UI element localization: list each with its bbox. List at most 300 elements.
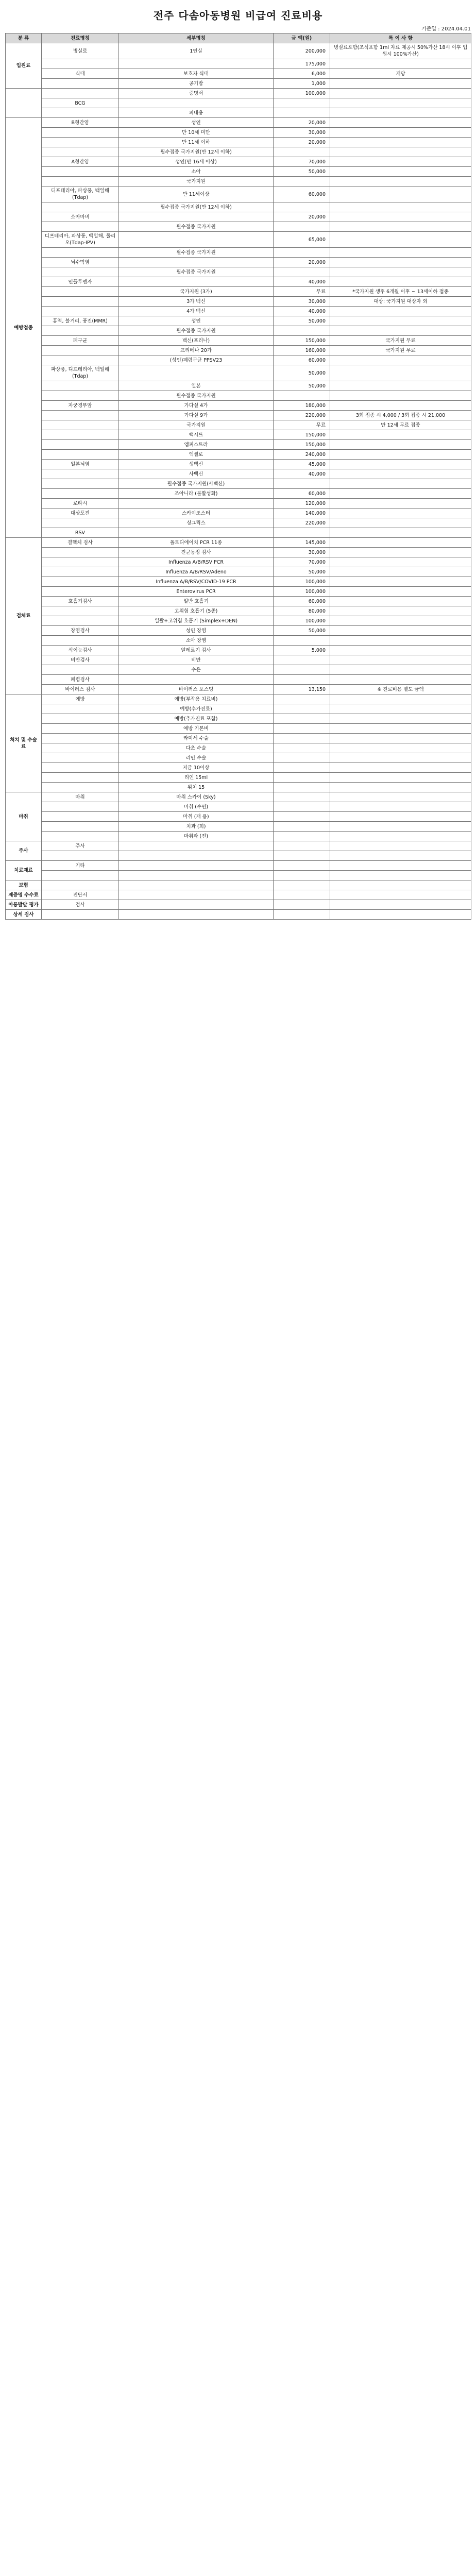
note-cell xyxy=(330,812,471,822)
price-cell: 100,000 xyxy=(274,577,330,587)
table-row xyxy=(6,440,471,450)
detail-cell: 백시트 xyxy=(119,430,274,440)
price-cell: 240,000 xyxy=(274,450,330,460)
detail-cell: 피내용 xyxy=(119,108,274,118)
note-cell xyxy=(330,499,471,509)
note-cell: 만 12세 무료 접종 xyxy=(330,420,471,430)
note-cell xyxy=(330,222,471,232)
item-cell: 식대 xyxy=(42,69,119,79)
table-row xyxy=(6,187,471,202)
detail-cell: 소아 xyxy=(119,167,274,177)
detail-cell: 다초 수술 xyxy=(119,743,274,753)
note-cell xyxy=(330,714,471,724)
detail-cell: 국가지원 xyxy=(119,177,274,187)
price-cell: 150,000 xyxy=(274,336,330,346)
note-cell xyxy=(330,792,471,802)
price-cell xyxy=(274,665,330,675)
note-cell xyxy=(330,773,471,783)
note-cell xyxy=(330,871,471,880)
detail-cell xyxy=(119,528,274,538)
note-cell xyxy=(330,479,471,489)
detail-cell: 국가지원 (3가) xyxy=(119,287,274,297)
note-cell xyxy=(330,381,471,391)
item-cell xyxy=(42,79,119,89)
note-cell xyxy=(330,177,471,187)
item-cell xyxy=(42,489,119,499)
note-cell xyxy=(330,763,471,773)
detail-cell: 필수접종 국가지원 xyxy=(119,222,274,232)
detail-cell: 지금 10이상 xyxy=(119,763,274,773)
table-row xyxy=(6,167,471,177)
price-cell xyxy=(274,267,330,277)
detail-cell: 필수접종 국가지원(만 12세 이하) xyxy=(119,202,274,212)
note-cell xyxy=(330,587,471,597)
table-row xyxy=(6,316,471,326)
table-row xyxy=(6,841,471,851)
note-cell: ※ 진료비용 별도 금액 xyxy=(330,685,471,694)
item-cell: 식이능검사 xyxy=(42,646,119,655)
item-cell: 비만검사 xyxy=(42,655,119,665)
detail-cell xyxy=(119,910,274,920)
note-cell xyxy=(330,626,471,636)
table-row xyxy=(6,499,471,509)
note-cell xyxy=(330,655,471,665)
note-cell xyxy=(330,187,471,202)
detail-cell: 공기밥 xyxy=(119,79,274,89)
table-row xyxy=(6,792,471,802)
detail-cell xyxy=(119,499,274,509)
table-row xyxy=(6,734,471,743)
table-row xyxy=(6,900,471,910)
item-cell: 뇌수막염 xyxy=(42,258,119,267)
note-cell xyxy=(330,128,471,138)
table-row xyxy=(6,267,471,277)
item-cell: 일본뇌염 xyxy=(42,460,119,469)
note-cell xyxy=(330,734,471,743)
item-cell xyxy=(42,548,119,557)
table-row xyxy=(6,871,471,880)
price-cell: 65,000 xyxy=(274,232,330,248)
table-row xyxy=(6,391,471,401)
table-row xyxy=(6,646,471,655)
note-cell: 개당 xyxy=(330,69,471,79)
note-cell xyxy=(330,636,471,646)
table-row xyxy=(6,326,471,336)
price-cell xyxy=(274,694,330,704)
detail-cell: Influenza A/B/RSV/COVID-19 PCR xyxy=(119,577,274,587)
detail-cell: 비만 xyxy=(119,655,274,665)
price-cell xyxy=(274,851,330,861)
note-cell xyxy=(330,307,471,316)
price-cell: 13,150 xyxy=(274,685,330,694)
table-row xyxy=(6,694,471,704)
detail-cell: 4가 백신 xyxy=(119,307,274,316)
detail-cell: 바이러스 포스팅 xyxy=(119,685,274,694)
price-cell: 50,000 xyxy=(274,567,330,577)
table-row xyxy=(6,177,471,187)
detail-cell: 일본 xyxy=(119,381,274,391)
price-cell: 20,000 xyxy=(274,212,330,222)
price-cell: 6,000 xyxy=(274,69,330,79)
note-cell: *국가지원 생후 6개월 이후 ~ 13세이하 접종 xyxy=(330,287,471,297)
price-cell xyxy=(274,880,330,890)
note-cell xyxy=(330,557,471,567)
item-cell xyxy=(42,714,119,724)
price-cell: 20,000 xyxy=(274,258,330,267)
table-row xyxy=(6,861,471,871)
item-cell xyxy=(42,391,119,401)
item-cell: 폐구균 xyxy=(42,336,119,346)
detail-cell: 필수접종 국가지원 xyxy=(119,326,274,336)
table-row xyxy=(6,307,471,316)
table-row xyxy=(6,753,471,763)
note-cell xyxy=(330,606,471,616)
detail-cell: 성인 xyxy=(119,118,274,128)
item-cell: 폐렴검사 xyxy=(42,675,119,685)
detail-cell: 필수접종 국가지원 xyxy=(119,391,274,401)
item-cell: 대상포진 xyxy=(42,509,119,518)
price-cell xyxy=(274,202,330,212)
note-cell xyxy=(330,202,471,212)
detail-cell xyxy=(119,890,274,900)
item-cell xyxy=(42,773,119,783)
note-cell xyxy=(330,147,471,157)
table-row xyxy=(6,89,471,98)
detail-cell xyxy=(119,900,274,910)
table-row xyxy=(6,890,471,900)
table-row xyxy=(6,518,471,528)
table-row xyxy=(6,128,471,138)
detail-cell xyxy=(119,365,274,381)
note-cell xyxy=(330,880,471,890)
table-body xyxy=(6,43,471,920)
item-cell xyxy=(42,753,119,763)
note-cell xyxy=(330,267,471,277)
table-row xyxy=(6,724,471,734)
note-cell xyxy=(330,900,471,910)
item-cell: 병실료 xyxy=(42,43,119,59)
note-cell: 병실료포함(조식포함 1ml 자료 제공시 50%가산 18시 이후 입원시 100%가산) xyxy=(330,43,471,59)
detail-cell xyxy=(119,841,274,851)
note-cell xyxy=(330,548,471,557)
item-cell xyxy=(42,440,119,450)
detail-cell: 조아니라 (불활성화) xyxy=(119,489,274,499)
table-row xyxy=(6,832,471,841)
table-row xyxy=(6,704,471,714)
detail-cell xyxy=(119,871,274,880)
note-cell xyxy=(330,509,471,518)
price-cell: 60,000 xyxy=(274,187,330,202)
table-row xyxy=(6,743,471,753)
table-row xyxy=(6,655,471,665)
item-cell xyxy=(42,430,119,440)
detail-cell: 고위험 호흡기 (5종) xyxy=(119,606,274,616)
detail-cell xyxy=(119,880,274,890)
note-cell xyxy=(330,646,471,655)
price-cell xyxy=(274,147,330,157)
header-note: 특 이 사 항 xyxy=(330,33,471,43)
item-cell xyxy=(42,469,119,479)
detail-cell: 라미세 수술 xyxy=(119,734,274,743)
table-row xyxy=(6,157,471,167)
category-cell: 처치 및 수술료 xyxy=(6,694,42,792)
price-cell xyxy=(274,812,330,822)
note-cell xyxy=(330,277,471,287)
note-cell xyxy=(330,355,471,365)
note-cell xyxy=(330,258,471,267)
item-cell: 디프테리아, 파상풍, 백일해, 폴리오(Tdap-IPV) xyxy=(42,232,119,248)
table-row xyxy=(6,714,471,724)
detail-cell: 사백신 xyxy=(119,469,274,479)
price-cell xyxy=(274,910,330,920)
note-cell xyxy=(330,528,471,538)
note-cell xyxy=(330,212,471,222)
note-cell xyxy=(330,440,471,450)
table-row xyxy=(6,118,471,128)
item-cell xyxy=(42,567,119,577)
note-cell xyxy=(330,365,471,381)
price-cell: 60,000 xyxy=(274,355,330,365)
price-cell xyxy=(274,222,330,232)
category-cell: 제증명 수수료 xyxy=(6,890,42,900)
document xyxy=(5,0,471,920)
note-cell xyxy=(330,861,471,871)
table-row xyxy=(6,626,471,636)
reference-date: 기준일 : 2024.04.01 xyxy=(421,26,471,32)
price-cell xyxy=(274,773,330,783)
category-cell: 상세 검사 xyxy=(6,910,42,920)
table-row xyxy=(6,665,471,675)
price-cell xyxy=(274,802,330,812)
table-row xyxy=(6,59,471,69)
item-cell xyxy=(42,665,119,675)
price-cell xyxy=(274,792,330,802)
note-cell xyxy=(330,567,471,577)
note-cell xyxy=(330,401,471,411)
table-row xyxy=(6,509,471,518)
table-row xyxy=(6,587,471,597)
item-cell xyxy=(42,108,119,118)
item-cell: 진단서 xyxy=(42,890,119,900)
detail-cell: 리인 15ml xyxy=(119,773,274,783)
table-row xyxy=(6,108,471,118)
price-cell: 50,000 xyxy=(274,626,330,636)
note-cell xyxy=(330,98,471,108)
table-row xyxy=(6,880,471,890)
item-cell xyxy=(42,248,119,258)
note-cell xyxy=(330,469,471,479)
note-cell xyxy=(330,138,471,147)
price-cell xyxy=(274,763,330,773)
note-cell xyxy=(330,822,471,832)
price-cell: 무료 xyxy=(274,420,330,430)
detail-cell: 엑셀로 xyxy=(119,450,274,460)
item-cell: 디프테리아, 파상풍, 백일해 (Tdap) xyxy=(42,187,119,202)
table-row xyxy=(6,548,471,557)
table-row xyxy=(6,606,471,616)
detail-cell xyxy=(119,851,274,861)
price-cell: 무료 xyxy=(274,287,330,297)
price-cell: 80,000 xyxy=(274,606,330,616)
price-cell: 50,000 xyxy=(274,167,330,177)
table-row xyxy=(6,479,471,489)
detail-cell: 만 10세 미만 xyxy=(119,128,274,138)
price-cell xyxy=(274,177,330,187)
item-cell xyxy=(42,587,119,597)
table-row xyxy=(6,277,471,287)
table-row xyxy=(6,763,471,773)
table-row xyxy=(6,222,471,232)
detail-cell: 국가지원 xyxy=(119,420,274,430)
note-cell xyxy=(330,79,471,89)
item-cell xyxy=(42,287,119,297)
item-cell: 예방 xyxy=(42,694,119,704)
detail-cell: 예방(추가진료) xyxy=(119,704,274,714)
category-cell: 주사 xyxy=(6,841,42,861)
table-row xyxy=(6,258,471,267)
note-cell xyxy=(330,577,471,587)
note-cell xyxy=(330,489,471,499)
item-cell xyxy=(42,479,119,489)
price-cell xyxy=(274,724,330,734)
detail-cell: 폴트디에이치 PCR 11종 xyxy=(119,538,274,548)
item-cell: 로타시 xyxy=(42,499,119,509)
detail-cell: 생백신 xyxy=(119,460,274,469)
detail-cell: Influenza A/B/RSV PCR xyxy=(119,557,274,567)
price-cell: 40,000 xyxy=(274,277,330,287)
price-cell xyxy=(274,734,330,743)
price-cell: 20,000 xyxy=(274,138,330,147)
note-cell xyxy=(330,783,471,792)
note-cell xyxy=(330,694,471,704)
price-cell xyxy=(274,479,330,489)
category-cell: 예방접종 xyxy=(6,118,42,538)
note-cell xyxy=(330,851,471,861)
item-cell xyxy=(42,880,119,890)
price-cell xyxy=(274,528,330,538)
price-cell: 140,000 xyxy=(274,509,330,518)
item-cell xyxy=(42,202,119,212)
item-cell xyxy=(42,420,119,430)
detail-cell: 필수접종 국가지원(만 12세 이하) xyxy=(119,147,274,157)
detail-cell: 성인(만 16세 이상) xyxy=(119,157,274,167)
detail-cell: 예방 기본비 xyxy=(119,724,274,734)
detail-cell xyxy=(119,861,274,871)
price-cell: 60,000 xyxy=(274,597,330,606)
table-row xyxy=(6,79,471,89)
note-cell xyxy=(330,157,471,167)
item-cell xyxy=(42,577,119,587)
detail-cell: 마취과 (전) xyxy=(119,832,274,841)
item-cell xyxy=(42,871,119,880)
item-cell: 파상풍, 디프테리아, 백일해 (Tdap) xyxy=(42,365,119,381)
category-cell: 치료재료 xyxy=(6,861,42,880)
detail-cell xyxy=(119,98,274,108)
price-cell: 160,000 xyxy=(274,346,330,355)
price-cell: 150,000 xyxy=(274,440,330,450)
item-cell xyxy=(42,411,119,420)
price-cell xyxy=(274,783,330,792)
note-cell xyxy=(330,538,471,548)
item-cell xyxy=(42,89,119,98)
item-cell: 바이러스 검사 xyxy=(42,685,119,694)
note-cell xyxy=(330,167,471,177)
note-cell xyxy=(330,743,471,753)
table-row xyxy=(6,401,471,411)
price-cell: 50,000 xyxy=(274,365,330,381)
item-cell xyxy=(42,297,119,307)
item-cell xyxy=(42,910,119,920)
item-cell xyxy=(42,802,119,812)
price-cell xyxy=(274,900,330,910)
item-cell: 자궁경부암 xyxy=(42,401,119,411)
note-cell xyxy=(330,704,471,714)
note-cell xyxy=(330,832,471,841)
note-cell xyxy=(330,753,471,763)
detail-cell: 성인 장염 xyxy=(119,626,274,636)
table-row xyxy=(6,420,471,430)
table-row xyxy=(6,460,471,469)
note-cell xyxy=(330,460,471,469)
note-cell xyxy=(330,841,471,851)
item-cell: B형간염 xyxy=(42,118,119,128)
price-cell xyxy=(274,753,330,763)
detail-cell: 예방(부작용 치료비) xyxy=(119,694,274,704)
table-row xyxy=(6,538,471,548)
table-row xyxy=(6,297,471,307)
price-cell: 50,000 xyxy=(274,381,330,391)
table-row xyxy=(6,773,471,783)
note-cell xyxy=(330,232,471,248)
detail-cell: 마취 (수면) xyxy=(119,802,274,812)
detail-cell: 프리베나 20가 xyxy=(119,346,274,355)
detail-cell xyxy=(119,232,274,248)
detail-cell: Enterovirus PCR xyxy=(119,587,274,597)
note-cell xyxy=(330,450,471,460)
item-cell xyxy=(42,704,119,714)
detail-cell: 진균동정 검사 xyxy=(119,548,274,557)
price-cell: 145,000 xyxy=(274,538,330,548)
detail-cell: 필수접종 국가지원 xyxy=(119,248,274,258)
price-cell xyxy=(274,704,330,714)
item-cell: 장염검사 xyxy=(42,626,119,636)
category-cell: 입원료 xyxy=(6,43,42,89)
detail-cell: 만 11세 이하 xyxy=(119,138,274,147)
price-cell xyxy=(274,248,330,258)
detail-cell: 만 11세이상 xyxy=(119,187,274,202)
note-cell xyxy=(330,616,471,626)
price-cell: 30,000 xyxy=(274,548,330,557)
detail-cell: 싱그릭스 xyxy=(119,518,274,528)
price-cell xyxy=(274,890,330,900)
table-row xyxy=(6,212,471,222)
note-cell xyxy=(330,430,471,440)
item-cell xyxy=(42,138,119,147)
table-row xyxy=(6,381,471,391)
note-cell: 3회 접종 시 4,000 / 3회 접종 시 21,000 xyxy=(330,411,471,420)
detail-cell: 엠피스트라 xyxy=(119,440,274,450)
price-cell: 70,000 xyxy=(274,557,330,567)
price-cell: 5,000 xyxy=(274,646,330,655)
item-cell xyxy=(42,636,119,646)
price-cell: 100,000 xyxy=(274,89,330,98)
price-cell xyxy=(274,675,330,685)
price-cell: 50,000 xyxy=(274,316,330,326)
note-cell xyxy=(330,675,471,685)
table-row xyxy=(6,597,471,606)
note-cell xyxy=(330,59,471,69)
detail-cell xyxy=(119,277,274,287)
